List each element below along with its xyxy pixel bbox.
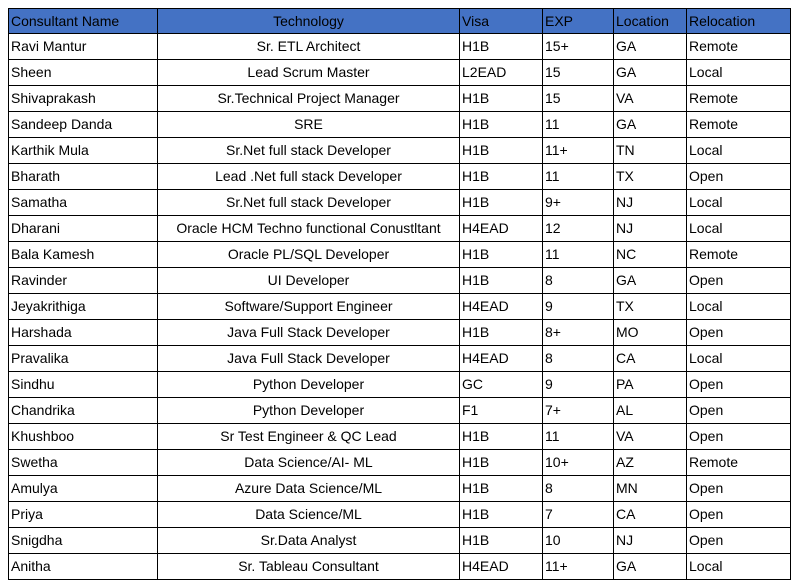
- cell-consultant-name[interactable]: Bala Kamesh: [9, 242, 158, 268]
- header-location[interactable]: Location: [614, 9, 687, 34]
- cell-relocation[interactable]: Remote: [687, 242, 791, 268]
- cell-technology[interactable]: Azure Data Science/ML: [158, 476, 460, 502]
- cell-location[interactable]: PA: [614, 372, 687, 398]
- cell-technology[interactable]: Java Full Stack Developer: [158, 320, 460, 346]
- cell-relocation[interactable]: Open: [687, 528, 791, 554]
- cell-relocation[interactable]: Local: [687, 554, 791, 580]
- cell-relocation[interactable]: Open: [687, 372, 791, 398]
- cell-exp[interactable]: 11+: [543, 138, 614, 164]
- cell-consultant-name[interactable]: Khushboo: [9, 424, 158, 450]
- cell-location[interactable]: MO: [614, 320, 687, 346]
- header-relocation[interactable]: Relocation: [687, 9, 791, 34]
- cell-exp[interactable]: 8: [543, 346, 614, 372]
- cell-visa[interactable]: H1B: [460, 138, 543, 164]
- cell-consultant-name[interactable]: Ravi Mantur: [9, 34, 158, 60]
- cell-exp[interactable]: 9: [543, 372, 614, 398]
- cell-technology[interactable]: Sr.Net full stack Developer: [158, 138, 460, 164]
- table-row: [9, 268, 791, 294]
- cell-visa[interactable]: H1B: [460, 34, 543, 60]
- cell-relocation[interactable]: Local: [687, 60, 791, 86]
- cell-consultant-name[interactable]: Sheen: [9, 60, 158, 86]
- table-row: [9, 164, 791, 190]
- cell-location[interactable]: VA: [614, 424, 687, 450]
- cell-location[interactable]: CA: [614, 502, 687, 528]
- cell-visa[interactable]: H1B: [460, 476, 543, 502]
- cell-relocation[interactable]: Remote: [687, 112, 791, 138]
- cell-relocation[interactable]: Remote: [687, 450, 791, 476]
- cell-location[interactable]: NJ: [614, 528, 687, 554]
- cell-visa[interactable]: H4EAD: [460, 294, 543, 320]
- cell-technology[interactable]: Oracle HCM Techno functional Conustltant: [158, 216, 460, 242]
- cell-location[interactable]: NJ: [614, 190, 687, 216]
- cell-exp[interactable]: 9+: [543, 190, 614, 216]
- cell-relocation[interactable]: Local: [687, 216, 791, 242]
- cell-location[interactable]: TN: [614, 138, 687, 164]
- cell-relocation[interactable]: Open: [687, 164, 791, 190]
- cell-location[interactable]: GA: [614, 60, 687, 86]
- cell-consultant-name[interactable]: Pravalika: [9, 346, 158, 372]
- cell-consultant-name[interactable]: Sandeep Danda: [9, 112, 158, 138]
- cell-technology[interactable]: Data Science/ML: [158, 502, 460, 528]
- cell-location[interactable]: GA: [614, 112, 687, 138]
- table-row: [9, 372, 791, 398]
- cell-consultant-name[interactable]: Harshada: [9, 320, 158, 346]
- cell-visa[interactable]: H1B: [460, 528, 543, 554]
- cell-location[interactable]: AL: [614, 398, 687, 424]
- cell-consultant-name[interactable]: Anitha: [9, 554, 158, 580]
- cell-consultant-name[interactable]: Dharani: [9, 216, 158, 242]
- cell-visa[interactable]: H1B: [460, 268, 543, 294]
- table-row: [9, 398, 791, 424]
- cell-consultant-name[interactable]: Samatha: [9, 190, 158, 216]
- cell-exp[interactable]: 15: [543, 60, 614, 86]
- cell-visa[interactable]: H1B: [460, 164, 543, 190]
- table-row: [9, 112, 791, 138]
- cell-location[interactable]: VA: [614, 86, 687, 112]
- header-visa[interactable]: Visa: [460, 9, 543, 34]
- cell-exp[interactable]: 8+: [543, 320, 614, 346]
- cell-technology[interactable]: Java Full Stack Developer: [158, 346, 460, 372]
- cell-consultant-name[interactable]: Ravinder: [9, 268, 158, 294]
- cell-location[interactable]: TX: [614, 164, 687, 190]
- cell-exp[interactable]: 11+: [543, 554, 614, 580]
- cell-technology[interactable]: Sr Test Engineer & QC Lead: [158, 424, 460, 450]
- table-row: [9, 86, 791, 112]
- cell-relocation[interactable]: Open: [687, 424, 791, 450]
- cell-consultant-name[interactable]: Chandrika: [9, 398, 158, 424]
- table-row: [9, 216, 791, 242]
- cell-location[interactable]: MN: [614, 476, 687, 502]
- consultant-table: [8, 8, 791, 580]
- table-row: [9, 138, 791, 164]
- cell-visa[interactable]: H1B: [460, 424, 543, 450]
- cell-relocation[interactable]: Local: [687, 294, 791, 320]
- cell-relocation[interactable]: Open: [687, 320, 791, 346]
- cell-visa[interactable]: GC: [460, 372, 543, 398]
- table-row: [9, 294, 791, 320]
- cell-technology[interactable]: Lead Scrum Master: [158, 60, 460, 86]
- cell-technology[interactable]: Lead .Net full stack Developer: [158, 164, 460, 190]
- cell-technology[interactable]: Sr.Data Analyst: [158, 528, 460, 554]
- cell-technology[interactable]: Data Science/AI- ML: [158, 450, 460, 476]
- table-row: [9, 34, 791, 60]
- cell-location[interactable]: GA: [614, 554, 687, 580]
- cell-relocation[interactable]: Local: [687, 190, 791, 216]
- cell-visa[interactable]: H1B: [460, 502, 543, 528]
- cell-consultant-name[interactable]: Priya: [9, 502, 158, 528]
- cell-location[interactable]: GA: [614, 34, 687, 60]
- table-row: [9, 60, 791, 86]
- cell-relocation[interactable]: Open: [687, 502, 791, 528]
- cell-relocation[interactable]: Open: [687, 398, 791, 424]
- header-technology[interactable]: Technology: [158, 9, 460, 34]
- cell-relocation[interactable]: Remote: [687, 86, 791, 112]
- cell-visa[interactable]: H1B: [460, 112, 543, 138]
- cell-relocation[interactable]: Local: [687, 138, 791, 164]
- cell-technology[interactable]: SRE: [158, 112, 460, 138]
- table-row: [9, 190, 791, 216]
- cell-visa[interactable]: H1B: [460, 190, 543, 216]
- cell-exp[interactable]: 7: [543, 502, 614, 528]
- cell-location[interactable]: TX: [614, 294, 687, 320]
- cell-technology[interactable]: Sr. Tableau Consultant: [158, 554, 460, 580]
- header-row: [9, 9, 791, 34]
- table-row: [9, 320, 791, 346]
- cell-exp[interactable]: 11: [543, 424, 614, 450]
- cell-location[interactable]: NC: [614, 242, 687, 268]
- table-row: [9, 424, 791, 450]
- consultant-sheet: [8, 8, 791, 580]
- cell-exp[interactable]: 8: [543, 268, 614, 294]
- cell-visa[interactable]: H4EAD: [460, 346, 543, 372]
- cell-visa[interactable]: H1B: [460, 450, 543, 476]
- cell-consultant-name[interactable]: Snigdha: [9, 528, 158, 554]
- table-row: [9, 502, 791, 528]
- cell-technology[interactable]: Oracle PL/SQL Developer: [158, 242, 460, 268]
- cell-technology[interactable]: Sr.Technical Project Manager: [158, 86, 460, 112]
- cell-location[interactable]: AZ: [614, 450, 687, 476]
- cell-visa[interactable]: H1B: [460, 320, 543, 346]
- cell-location[interactable]: GA: [614, 268, 687, 294]
- table-row: [9, 346, 791, 372]
- cell-visa[interactable]: H1B: [460, 242, 543, 268]
- cell-location[interactable]: CA: [614, 346, 687, 372]
- cell-technology[interactable]: Python Developer: [158, 398, 460, 424]
- cell-visa[interactable]: H1B: [460, 86, 543, 112]
- cell-consultant-name[interactable]: Karthik Mula: [9, 138, 158, 164]
- header-consultant-name[interactable]: Consultant Name: [9, 9, 158, 34]
- cell-exp[interactable]: 15: [543, 86, 614, 112]
- table-body: [9, 34, 791, 580]
- cell-location[interactable]: NJ: [614, 216, 687, 242]
- cell-relocation[interactable]: Open: [687, 476, 791, 502]
- cell-exp[interactable]: 9: [543, 294, 614, 320]
- cell-relocation[interactable]: Local: [687, 346, 791, 372]
- cell-technology[interactable]: Sr.Net full stack Developer: [158, 190, 460, 216]
- table-row: [9, 554, 791, 580]
- cell-exp[interactable]: 8: [543, 476, 614, 502]
- cell-consultant-name[interactable]: Sindhu: [9, 372, 158, 398]
- table-row: [9, 476, 791, 502]
- cell-exp[interactable]: 7+: [543, 398, 614, 424]
- cell-consultant-name[interactable]: Bharath: [9, 164, 158, 190]
- cell-technology[interactable]: Sr. ETL Architect: [158, 34, 460, 60]
- cell-exp[interactable]: 11: [543, 164, 614, 190]
- cell-exp[interactable]: 11: [543, 242, 614, 268]
- cell-consultant-name[interactable]: Amulya: [9, 476, 158, 502]
- cell-exp[interactable]: 10+: [543, 450, 614, 476]
- cell-technology[interactable]: Software/Support Engineer: [158, 294, 460, 320]
- cell-relocation[interactable]: Remote: [687, 34, 791, 60]
- cell-visa[interactable]: H4EAD: [460, 554, 543, 580]
- table-row: [9, 242, 791, 268]
- cell-exp[interactable]: 12: [543, 216, 614, 242]
- cell-technology[interactable]: UI Developer: [158, 268, 460, 294]
- table-row: [9, 528, 791, 554]
- cell-consultant-name[interactable]: Jeyakrithiga: [9, 294, 158, 320]
- cell-consultant-name[interactable]: Shivaprakash: [9, 86, 158, 112]
- cell-visa[interactable]: L2EAD: [460, 60, 543, 86]
- cell-technology[interactable]: Python Developer: [158, 372, 460, 398]
- cell-consultant-name[interactable]: Swetha: [9, 450, 158, 476]
- cell-visa[interactable]: H4EAD: [460, 216, 543, 242]
- table-row: [9, 450, 791, 476]
- cell-exp[interactable]: 10: [543, 528, 614, 554]
- cell-relocation[interactable]: Open: [687, 268, 791, 294]
- cell-exp[interactable]: 15+: [543, 34, 614, 60]
- cell-visa[interactable]: F1: [460, 398, 543, 424]
- cell-exp[interactable]: 11: [543, 112, 614, 138]
- header-exp[interactable]: EXP: [543, 9, 614, 34]
